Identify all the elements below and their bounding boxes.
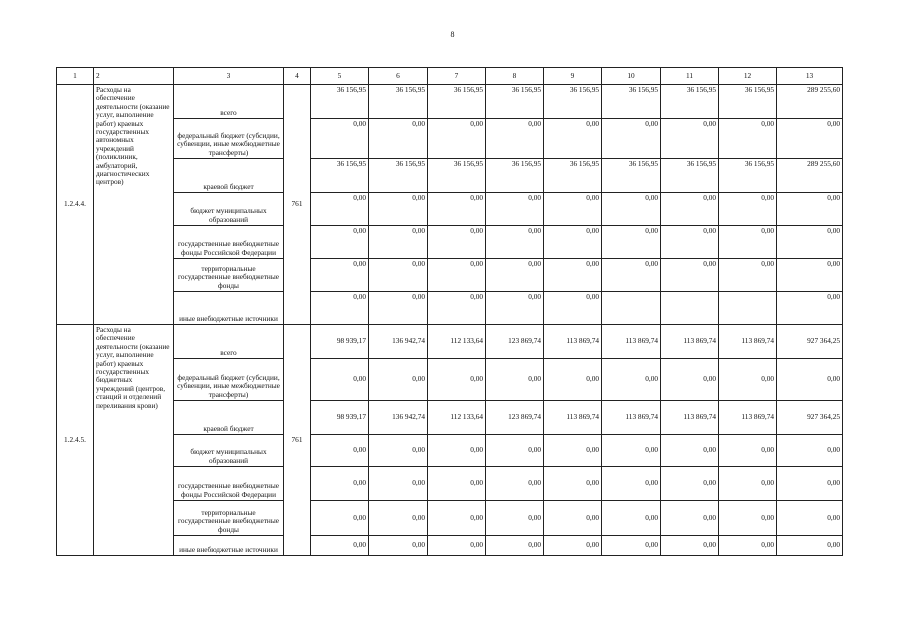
header-cell: 5 <box>311 68 369 85</box>
row-description: Расходы на обеспечение деятельности (оказание услуг, выполнение работ) краевых государственных автономных учреждений (поликлиник, амбулаторий, диагностических центров) <box>94 85 174 325</box>
row-code: 1.2.4.4. <box>57 85 94 325</box>
funding-source: государственные внебюджетные фонды Российской Федерации <box>174 226 284 259</box>
value-cell: 123 869,74 <box>486 325 544 359</box>
table-row <box>57 85 843 119</box>
header-cell: 13 <box>777 68 843 85</box>
table-row <box>57 467 843 501</box>
value-cell: 0,00 <box>369 193 428 226</box>
value-cell: 0,00 <box>486 359 544 401</box>
budget-table <box>56 67 843 556</box>
value-cell: 36 156,95 <box>544 159 602 193</box>
value-cell: 0,00 <box>661 501 719 536</box>
value-cell: 0,00 <box>777 259 843 292</box>
value-cell: 0,00 <box>544 259 602 292</box>
value-cell: 0,00 <box>428 193 486 226</box>
value-cell: 36 156,95 <box>661 159 719 193</box>
value-cell <box>661 292 719 325</box>
value-cell: 36 156,95 <box>311 85 369 119</box>
value-cell: 0,00 <box>777 435 843 467</box>
value-cell: 0,00 <box>661 435 719 467</box>
value-cell: 0,00 <box>369 359 428 401</box>
value-cell: 0,00 <box>311 501 369 536</box>
table-row <box>57 401 843 435</box>
value-cell: 113 869,74 <box>661 401 719 435</box>
value-cell: 0,00 <box>369 259 428 292</box>
header-cell: 3 <box>174 68 284 85</box>
value-cell: 927 364,25 <box>777 401 843 435</box>
value-cell: 113 869,74 <box>719 401 777 435</box>
funding-source: территориальные государственные внебюджетные фонды <box>174 259 284 292</box>
value-cell: 0,00 <box>661 359 719 401</box>
value-cell: 36 156,95 <box>486 159 544 193</box>
header-cell: 4 <box>284 68 311 85</box>
value-cell: 0,00 <box>544 226 602 259</box>
header-cell: 9 <box>544 68 602 85</box>
value-cell: 0,00 <box>428 359 486 401</box>
value-cell: 0,00 <box>428 501 486 536</box>
value-cell: 0,00 <box>719 536 777 556</box>
header-cell: 11 <box>661 68 719 85</box>
table-row <box>57 259 843 292</box>
value-cell: 36 156,95 <box>369 159 428 193</box>
value-cell: 0,00 <box>777 467 843 501</box>
value-cell: 0,00 <box>486 193 544 226</box>
value-cell: 36 156,95 <box>602 85 661 119</box>
value-cell: 98 939,17 <box>311 325 369 359</box>
value-cell: 0,00 <box>428 467 486 501</box>
row-code: 1.2.4.5. <box>57 325 94 556</box>
header-cell: 2 <box>94 68 174 85</box>
value-cell: 36 156,95 <box>369 85 428 119</box>
value-cell: 0,00 <box>602 467 661 501</box>
value-cell: 0,00 <box>777 501 843 536</box>
value-cell: 0,00 <box>311 435 369 467</box>
funding-source: бюджет муниципальных образований <box>174 193 284 226</box>
value-cell: 0,00 <box>544 536 602 556</box>
row-description: Расходы на обеспечение деятельности (оказание услуг, выполнение работ) краевых государственных бюджетных учреждений (центров, станций и отделений переливания крови) <box>94 325 174 556</box>
table-row <box>57 119 843 159</box>
funding-source: бюджет муниципальных образований <box>174 435 284 467</box>
value-cell: 0,00 <box>486 226 544 259</box>
value-cell: 0,00 <box>486 119 544 159</box>
value-cell: 0,00 <box>777 292 843 325</box>
value-cell: 36 156,95 <box>428 159 486 193</box>
value-cell: 0,00 <box>777 359 843 401</box>
value-cell: 0,00 <box>486 467 544 501</box>
funding-source: краевой бюджет <box>174 159 284 193</box>
value-cell: 0,00 <box>719 259 777 292</box>
value-cell: 0,00 <box>544 359 602 401</box>
value-cell: 0,00 <box>602 119 661 159</box>
value-cell: 113 869,74 <box>719 325 777 359</box>
value-cell: 0,00 <box>428 536 486 556</box>
value-cell: 0,00 <box>719 501 777 536</box>
value-cell: 113 869,74 <box>544 401 602 435</box>
value-cell: 0,00 <box>719 193 777 226</box>
value-cell: 0,00 <box>544 435 602 467</box>
header-cell: 1 <box>57 68 94 85</box>
value-cell: 0,00 <box>661 226 719 259</box>
value-cell: 113 869,74 <box>602 401 661 435</box>
funding-source: федеральный бюджет (субсидии, субвенции, иные межбюджетные трансферты) <box>174 119 284 159</box>
table-row <box>57 159 843 193</box>
value-cell: 0,00 <box>777 193 843 226</box>
funding-source: всего <box>174 325 284 359</box>
table-body <box>57 68 843 556</box>
value-cell: 36 156,95 <box>486 85 544 119</box>
table-row <box>57 292 843 325</box>
value-cell: 136 942,74 <box>369 325 428 359</box>
value-cell: 0,00 <box>486 536 544 556</box>
header-row <box>57 68 843 85</box>
value-cell: 0,00 <box>369 119 428 159</box>
value-cell: 0,00 <box>661 193 719 226</box>
funding-source: территориальные государственные внебюджетные фонды <box>174 501 284 536</box>
value-cell: 98 939,17 <box>311 401 369 435</box>
value-cell: 0,00 <box>428 259 486 292</box>
value-cell: 0,00 <box>486 501 544 536</box>
value-cell: 0,00 <box>777 536 843 556</box>
value-cell: 0,00 <box>602 259 661 292</box>
value-cell <box>602 292 661 325</box>
value-cell: 113 869,74 <box>661 325 719 359</box>
value-cell: 0,00 <box>486 259 544 292</box>
value-cell: 0,00 <box>544 292 602 325</box>
value-cell: 113 869,74 <box>544 325 602 359</box>
value-cell: 0,00 <box>369 467 428 501</box>
funding-source: иные внебюджетные источники <box>174 292 284 325</box>
header-cell: 8 <box>486 68 544 85</box>
glava-code: 761 <box>284 325 311 556</box>
funding-source: государственные внебюджетные фонды Российской Федерации <box>174 467 284 501</box>
value-cell: 0,00 <box>311 292 369 325</box>
value-cell: 0,00 <box>369 501 428 536</box>
value-cell: 36 156,95 <box>428 85 486 119</box>
funding-source: всего <box>174 85 284 119</box>
value-cell: 0,00 <box>661 467 719 501</box>
value-cell: 0,00 <box>777 226 843 259</box>
value-cell: 0,00 <box>486 292 544 325</box>
value-cell: 0,00 <box>311 536 369 556</box>
value-cell: 0,00 <box>602 501 661 536</box>
value-cell: 0,00 <box>661 259 719 292</box>
value-cell: 0,00 <box>544 467 602 501</box>
header-cell: 10 <box>602 68 661 85</box>
table-row <box>57 501 843 536</box>
value-cell: 36 156,95 <box>311 159 369 193</box>
funding-source: федеральный бюджет (субсидии, субвенции, иные межбюджетные трансферты) <box>174 359 284 401</box>
value-cell: 0,00 <box>544 501 602 536</box>
value-cell: 36 156,95 <box>602 159 661 193</box>
value-cell <box>719 292 777 325</box>
value-cell: 112 133,64 <box>428 401 486 435</box>
table-row <box>57 325 843 359</box>
value-cell: 927 364,25 <box>777 325 843 359</box>
value-cell: 0,00 <box>428 119 486 159</box>
value-cell: 136 942,74 <box>369 401 428 435</box>
value-cell: 0,00 <box>777 119 843 159</box>
value-cell: 0,00 <box>719 467 777 501</box>
table-row <box>57 435 843 467</box>
value-cell: 0,00 <box>544 119 602 159</box>
value-cell: 36 156,95 <box>661 85 719 119</box>
value-cell: 0,00 <box>719 119 777 159</box>
value-cell: 0,00 <box>602 226 661 259</box>
value-cell: 112 133,64 <box>428 325 486 359</box>
value-cell: 0,00 <box>311 259 369 292</box>
value-cell: 0,00 <box>311 226 369 259</box>
table-row <box>57 226 843 259</box>
value-cell: 0,00 <box>719 226 777 259</box>
table-row <box>57 193 843 226</box>
value-cell: 0,00 <box>544 193 602 226</box>
value-cell: 0,00 <box>369 435 428 467</box>
value-cell: 36 156,95 <box>719 159 777 193</box>
table-row <box>57 536 843 556</box>
header-cell: 12 <box>719 68 777 85</box>
value-cell: 0,00 <box>428 292 486 325</box>
value-cell: 0,00 <box>428 435 486 467</box>
value-cell: 0,00 <box>428 226 486 259</box>
value-cell: 0,00 <box>661 119 719 159</box>
value-cell: 0,00 <box>486 435 544 467</box>
value-cell: 0,00 <box>311 359 369 401</box>
value-cell: 0,00 <box>311 119 369 159</box>
value-cell: 0,00 <box>311 467 369 501</box>
value-cell: 113 869,74 <box>602 325 661 359</box>
funding-source: краевой бюджет <box>174 401 284 435</box>
table-row <box>57 359 843 401</box>
page-number: 8 <box>450 30 455 39</box>
value-cell: 123 869,74 <box>486 401 544 435</box>
value-cell: 0,00 <box>602 359 661 401</box>
value-cell: 0,00 <box>369 292 428 325</box>
value-cell: 0,00 <box>602 536 661 556</box>
value-cell: 0,00 <box>369 536 428 556</box>
value-cell: 36 156,95 <box>544 85 602 119</box>
value-cell: 0,00 <box>602 193 661 226</box>
funding-source: иные внебюджетные источники <box>174 536 284 556</box>
value-cell: 0,00 <box>719 435 777 467</box>
value-cell: 289 255,60 <box>777 159 843 193</box>
header-cell: 6 <box>369 68 428 85</box>
glava-code: 761 <box>284 85 311 325</box>
value-cell: 0,00 <box>311 193 369 226</box>
value-cell: 0,00 <box>369 226 428 259</box>
value-cell: 0,00 <box>602 435 661 467</box>
value-cell: 0,00 <box>719 359 777 401</box>
header-cell: 7 <box>428 68 486 85</box>
value-cell: 36 156,95 <box>719 85 777 119</box>
value-cell: 0,00 <box>661 536 719 556</box>
value-cell: 289 255,60 <box>777 85 843 119</box>
